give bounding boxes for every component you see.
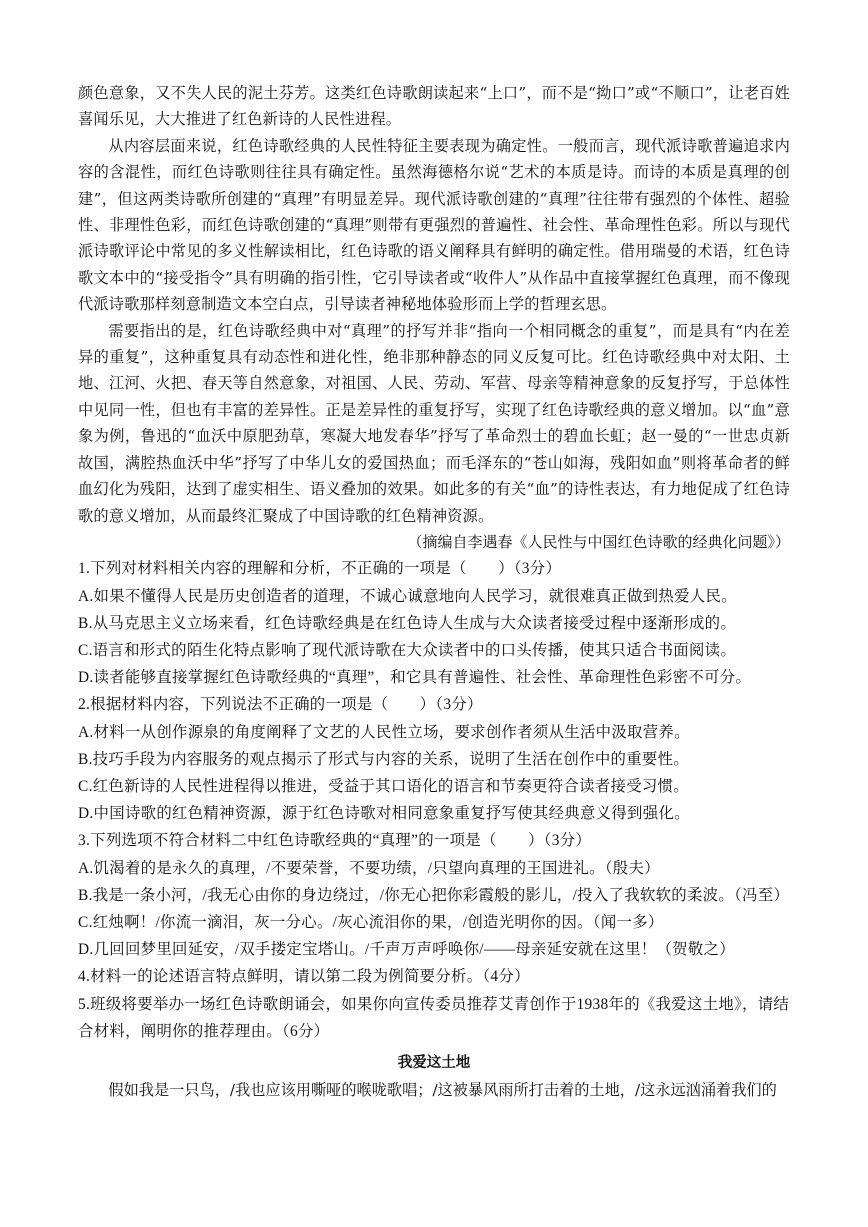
question-2 xyxy=(78,691,790,827)
passage-paragraph-2: 从内容层面来说，红色诗歌经典的人民性特征主要表现为确定性。一般而言，现代派诗歌普遍追求内容的含混性，而红色诗歌则往往具有确定性。虽然海德格尔说“艺术的本质是诗。而诗的本质是真理的创建”，但这两类诗歌所创建的“真理”有明显差异。现代派诗歌创建的“真理”往往带有强烈的个体性、超验性、非理性色彩，而红色诗歌创建的“真理”则带有更强烈的普遍性、社会性、革命理性色彩。所以与现代派诗歌评论中常见的多义性解读相比，红色诗歌的语义阐释具有鲜明的确定性。借用瑞曼的术语，红色诗歌文本中的“接受指令”具有明确的指引性，它引导读者或“收件人”从作品中直接掌握红色真理，而不像现代派诗歌那样刻意制造文本空白点，引导读者神秘地体验形而上学的哲理玄思。 xyxy=(78,136,790,314)
question-3-stem: 3.下列选项不符合材料二中红色诗歌经典的“真理”的一项是（ ）（3分） xyxy=(78,832,592,850)
question-1 xyxy=(78,555,790,691)
question-1-option-d: D.读者能够直接掌握红色诗歌经典的“真理”，和它具有普遍性、社会性、革命理性色彩密不可分。 xyxy=(78,669,752,687)
passage-paragraph-1: 颜色意象，又不失人民的泥土芬芳。这类红色诗歌朗读起来“上口”，而不是“拗口”或“不顺口”，让老百姓喜闻乐见，大大推进了红色新诗的人民性进程。 xyxy=(78,84,790,129)
question-3-option-c: C.红烛啊！/你流一滴泪，灰一分心。/灰心流泪你的果，/创造光明你的因。（闻一多） xyxy=(78,913,664,931)
question-5 xyxy=(78,991,790,1045)
poem-title: 我爱这土地 xyxy=(397,1053,471,1071)
question-2-option-b: B.技巧手段为内容服务的观点揭示了形式与内容的关系，说明了生活在创作中的重要性。 xyxy=(78,750,689,768)
question-1-stem: 1.下列对材料相关内容的理解和分析，不正确的一项是（ ）（3分） xyxy=(78,560,562,578)
question-2-option-d: D.中国诗歌的红色精神资源，源于红色诗歌对相同意象重复抒写使其经典意义得到强化。 xyxy=(78,805,690,823)
question-4 xyxy=(78,963,790,990)
question-3 xyxy=(78,827,790,963)
passage-paragraph-3: 需要指出的是，红色诗歌经典中对“真理”的抒写并非“指向一个相同概念的重复”，而是具有“内在差异的重复”，这种重复具有动态性和进化性，绝非那种静态的同义反复可比。红色诗歌经典中对太阳、土地、江河、火把、春天等自然意象，对祖国、人民、劳动、军营、母亲等精神意象的反复抒写，于总体性中见同一性，但也有丰富的差异性。正是差异性的重复抒写，实现了红色诗歌经典的意义增加。以“血”意象为例，鲁迅的“血沃中原肥劲草，寒凝大地发春华”抒写了革命烈士的碧血长虹；赵一曼的“一世忠贞新故国，满腔热血沃中华”抒写了中华儿女的爱国热血；而毛泽东的“苍山如海，残阳如血”则将革命者的鲜血幻化为残阳，达到了虚实相生、语义叠加的效果。如此多的有关“血”的诗性表达，有力地促成了红色诗歌的意义增加，从而最终汇聚成了中国诗歌的红色精神资源。 xyxy=(78,321,790,525)
question-2-stem: 2.根据材料内容，下列说法不正确的一项是（ ）（3分） xyxy=(78,696,483,714)
question-3-option-b: B.我是一条小河，/我无心由你的身边绕过，/你无心把你彩霞般的影儿，/投入了我软软的柔波。（冯至） xyxy=(78,886,790,904)
exam-page xyxy=(78,80,790,1104)
question-4-stem: 4.材料一的论述语言特点鲜明，请以第二段为例简要分析。（4分） xyxy=(78,968,530,986)
question-2-option-c: C.红色新诗的人民性进程得以推进，受益于其口语化的语言和节奏更符合读者接受习惯。 xyxy=(78,777,689,795)
question-1-option-b: B.从马克思主义立场来看，红色诗歌经典是在红色诗人生成与大众读者接受过程中逐渐形成的。 xyxy=(78,614,737,632)
question-3-option-d: D.几回回梦里回延安，/双手搂定宝塔山。/千声万声呼唤你/——母亲延安就在这里！（贺敬之） xyxy=(78,941,735,959)
question-5-stem: 5.班级将要举办一场红色诗歌朗诵会，如果你向宣传委员推荐艾青创作于1938年的《我爱这土地》，请结合材料，阐明你的推荐理由。（6分） xyxy=(78,995,790,1040)
poem xyxy=(78,1049,790,1104)
question-2-option-a: A.材料一从创作源泉的角度阐释了文艺的人民性立场，要求创作者须从生活中汲取营养。 xyxy=(78,723,690,741)
question-3-option-a: A.饥渴着的是永久的真理，/不要荣誉，不要功绩，/只望向真理的王国进礼。（殷夫） xyxy=(78,859,660,877)
poem-line: 假如我是一只鸟，/我也应该用嘶哑的喉咙歌唱；/这被暴风雨所打击着的土地，/这永远汹涌着我们的 xyxy=(108,1080,777,1099)
passage-source: （摘编自李遇春《人民性与中国红色诗歌的经典化问题》） xyxy=(407,532,790,551)
question-1-option-c: C.语言和形式的陌生化特点影响了现代派诗歌在大众读者中的口头传播，使其只适合书面阅读。 xyxy=(78,641,737,659)
question-1-option-a: A.如果不懂得人民是历史创造者的道理，不诚心诚意地向人民学习，就很难真正做到热爱人民。 xyxy=(78,587,737,605)
